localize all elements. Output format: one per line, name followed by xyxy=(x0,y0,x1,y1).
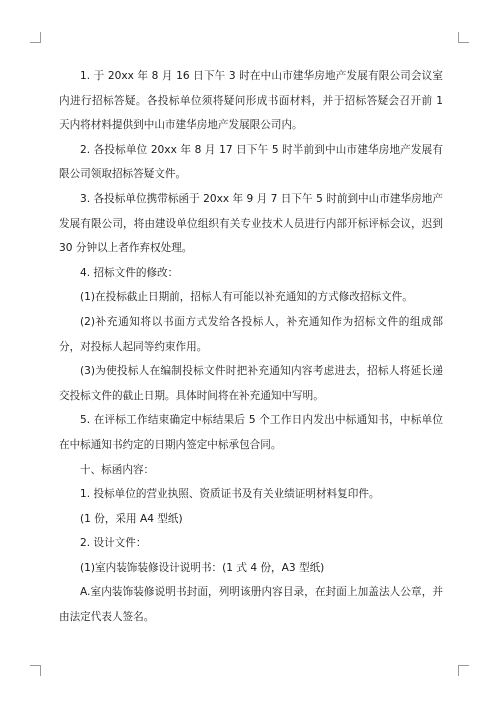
paragraph-item-4-2: (2)补充通知将以书面方式发给各投标人，补充通知作为招标文件的组成部分，对投标人起同等约束作用。 xyxy=(59,315,443,353)
crop-mark-top-right xyxy=(458,32,469,43)
paragraph-bid-item-2-1: (1)室内装饰装修设计说明书：(1 式 4 份，A3 型纸) xyxy=(80,561,325,574)
paragraph-item-3: 3. 各投标单位携带标函于 20xx 年 9 月 7 日下午 5 时前到中山市建华房地产发展有限公司，将由建设单位组织有关专业技术人员进行内部开标评标会议，迟到 30 分钟以上者作弃权处理。 xyxy=(59,192,443,255)
paragraph-item-4-3: (3)为使投标人在编制投标文件时把补充通知内容考虑进去，招标人将延长递交投标文件的截止日期。具体时间将在补充通知中写明。 xyxy=(59,365,443,402)
paragraph-bid-item-1-note: (1 份，采用 A4 型纸) xyxy=(80,512,183,525)
crop-mark-bottom-left xyxy=(30,665,41,676)
crop-mark-bottom-right xyxy=(458,665,469,676)
paragraph-item-5: 5. 在评标工作结束确定中标结果后 5 个工作日内发出中标通知书，中标单位在中标通知书约定的日期内签定中标承包合同。 xyxy=(59,414,443,451)
document-body xyxy=(59,64,443,630)
section-heading-ten: 十、标函内容： xyxy=(80,463,155,476)
paragraph-item-1: 1. 于 20xx 年 8 月 16 日下午 3 时在中山市建华房地产发展有限公司会议室内进行招标答疑。各投标单位须将疑问形成书面材料，并于招标答疑会召开前 1 天内将材料提供到中山市建华房地产发展限公司内。 xyxy=(59,70,443,132)
paragraph-item-4-1: (1)在投标截止日期前，招标人有可能以补充通知的方式修改招标文件。 xyxy=(80,291,413,304)
paragraph-item-2: 2. 各投标单位 20xx 年 8 月 17 日下午 5 时半前到中山市建华房地产发展有限公司领取招标答疑文件。 xyxy=(59,143,443,181)
paragraph-bid-item-2-1-a: A.室内装饰装修说明书封面，列明该册内容目录，在封面上加盖法人公章，并由法定代表人签名。 xyxy=(59,586,443,624)
crop-mark-top-left xyxy=(30,32,41,43)
paragraph-bid-item-1: 1. 投标单位的营业执照、资质证书及有关业绩证明材料复印件。 xyxy=(80,488,380,501)
paragraph-bid-item-2: 2. 设计文件： xyxy=(80,537,147,550)
paragraph-item-4-heading: 4. 招标文件的修改： xyxy=(80,266,179,279)
